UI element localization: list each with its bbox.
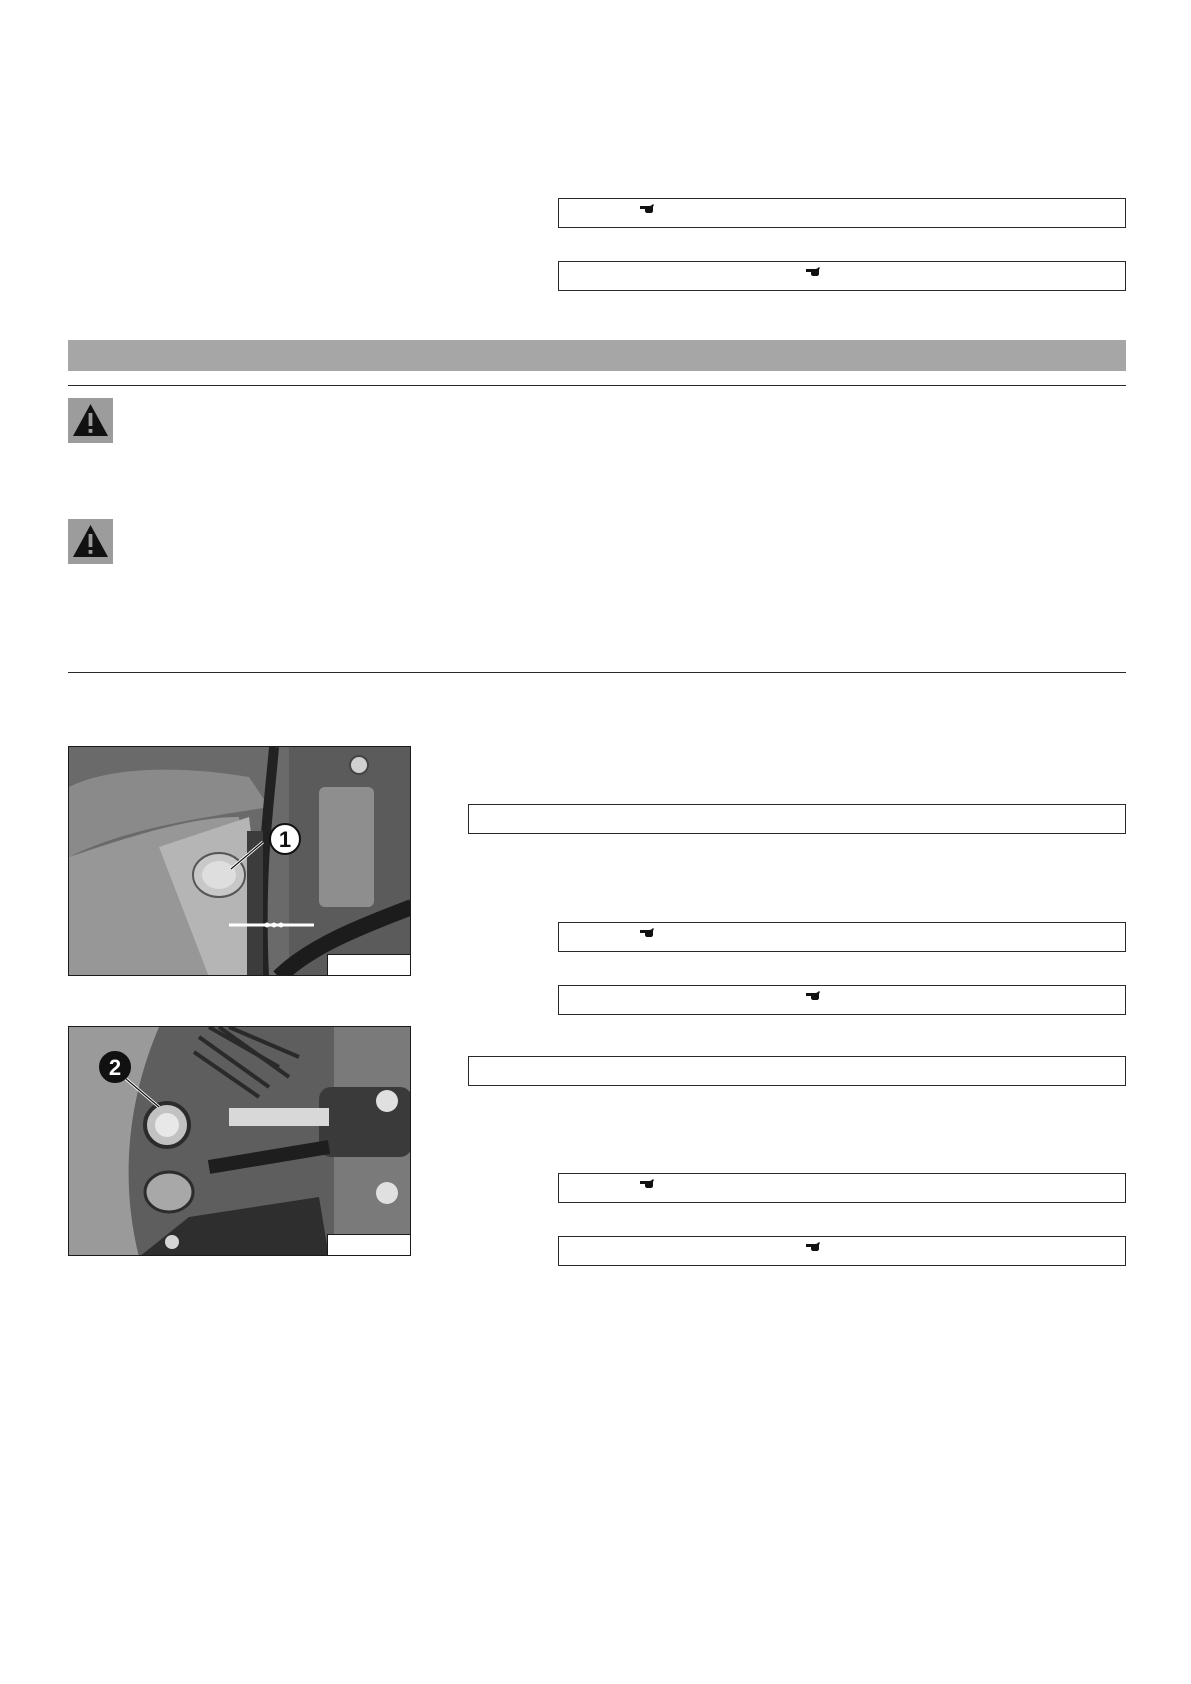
figure-photo-1: [68, 746, 411, 976]
figure-id-tag-2: [327, 1234, 410, 1255]
warning-triangle-icon: [68, 519, 113, 564]
pointing-hand-icon: [639, 1176, 657, 1190]
pointing-hand-icon: [805, 988, 823, 1002]
section-rule-top: [68, 385, 1126, 386]
section-heading-bar: [68, 340, 1126, 371]
section-rule-bottom: [68, 672, 1126, 673]
pointing-hand-icon: [805, 1239, 823, 1253]
warning-triangle-icon: [68, 398, 113, 443]
spec-box-step-2-spec-1: [558, 1173, 1126, 1203]
figure-id-tag-1: [327, 954, 410, 975]
spec-box-step-1: [468, 804, 1126, 834]
spec-box-step-1-spec-1: [558, 922, 1126, 952]
warning-block-2: [68, 519, 113, 564]
warning-block-1: [68, 398, 113, 443]
pointing-hand-icon: [805, 264, 823, 278]
callout-2-label: 2: [108, 1055, 122, 1080]
spec-box-step-2-spec-2: [558, 1236, 1126, 1266]
spec-box-step-1-spec-2: [558, 985, 1126, 1015]
pointing-hand-icon: [639, 925, 657, 939]
pointing-hand-icon: [639, 201, 657, 215]
figure-photo-2: [68, 1026, 411, 1256]
spec-box-step-2: [468, 1056, 1126, 1086]
spec-box-top-1: [558, 198, 1126, 228]
spec-box-top-2: [558, 261, 1126, 291]
callout-1-label: 1: [278, 827, 292, 852]
